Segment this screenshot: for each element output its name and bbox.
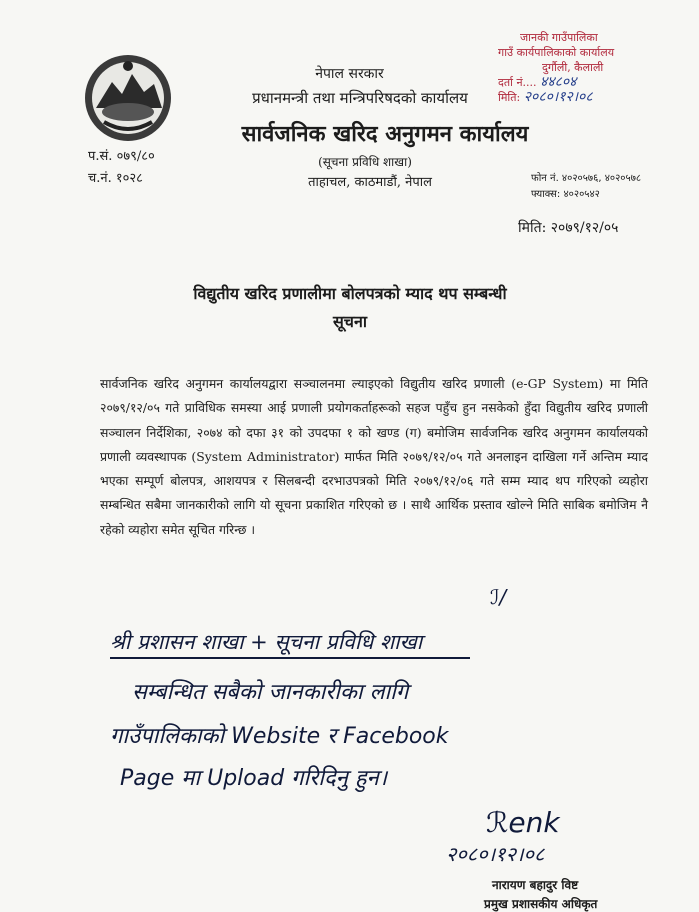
subject-line-2: सूचना bbox=[332, 312, 367, 331]
dispatch-number: च.नं. १०२८ bbox=[88, 171, 143, 186]
signer-title: प्रमुख प्रशासकीय अधिकृत bbox=[484, 897, 598, 911]
stamp-line-3: दुर्गौली, कैलाली bbox=[542, 61, 604, 74]
initial-signature: ℐ/ bbox=[490, 585, 507, 609]
handwritten-line-3: गाउँपालिकाको Website र Facebook bbox=[110, 724, 449, 749]
stamp-darta-value: ४४८०४ bbox=[540, 74, 577, 90]
stamp-line-1: जानकी गाउँपालिका bbox=[520, 31, 598, 44]
handwritten-line-1: श्री प्रशासन शाखा + सूचना प्रविधि शाखा bbox=[110, 630, 423, 654]
subject-line-1: विद्युतीय खरिद प्रणालीमा बोलपत्रको म्याद थप सम्बन्धी bbox=[193, 284, 507, 303]
government-name: नेपाल सरकार bbox=[315, 66, 384, 82]
office-address: ताहाचल, काठमाडौं, नेपाल bbox=[308, 175, 432, 190]
receipt-stamp bbox=[498, 30, 658, 110]
office-name: सार्वजनिक खरिद अनुगमन कार्यालय bbox=[241, 121, 529, 147]
handwritten-line-2: सम्बन्धित सबैको जानकारीका लागि bbox=[132, 680, 409, 705]
stamp-line-2: गाउँ कार्यपालिकाको कार्यालय bbox=[498, 46, 615, 59]
stamp-darta-label: दर्ता नं.... bbox=[498, 76, 537, 89]
ministry-name: प्रधानमन्त्री तथा मन्त्रिपरिषदको कार्यालय bbox=[252, 89, 468, 107]
officer-signature: ℛenk bbox=[486, 806, 560, 839]
handwritten-line-4: Page मा Upload गरिदिनु हुन। bbox=[120, 766, 388, 791]
phone-number: फोन नं. ४०२०५७६, ४०२०५७८ bbox=[531, 173, 642, 184]
notice-subject bbox=[160, 280, 540, 336]
handwritten-underline bbox=[110, 657, 470, 659]
letter-date: मिति: २०७९/१२/०५ bbox=[518, 220, 619, 236]
stamp-miti-label: मिति: bbox=[498, 91, 521, 104]
fax-number: फ्याक्स: ४०२०५४२ bbox=[531, 189, 600, 200]
section-name: (सूचना प्रविधि शाखा) bbox=[318, 155, 412, 169]
stamp-miti-value: २०८०।१२।०८ bbox=[523, 89, 593, 105]
reference-number: प.सं. ०७९/८० bbox=[88, 149, 155, 164]
signature-date: २०८०।१२।०८ bbox=[446, 842, 545, 866]
notice-body: सार्वजनिक खरिद अनुगमन कार्यालयद्वारा सञ्चालनमा ल्याइएको विद्युतीय खरिद प्रणाली (e-GP System) मा मिति २०७९/१२/०५ गते प्राविधिक समस्या आई प्रणाली प्रयोगकर्ताहरूको सहज पहुँच हुन नसकेको हुँदा विद्युतीय खरिद प्रणाली सञ्चालन निर्देशिका, २०७४ को दफा ३१ को उपदफा १ को खण्ड (ग) बमोजिम सार्वजनिक खरिद अनुगमन कार्यालयको प्रणाली व्यवस्थापक (System Administrator) मार्फत मिति २०७९/१२/०५ गते अनलाइन दाखिला गर्ने अन्तिम म्याद भएका सम्पूर्ण बोलपत्र, आशयपत्र र सिलबन्दी दरभाउपत्रको मिति २०७९/१२/०६ गते सम्म म्याद थप गरिएको व्यहोरा सम्बन्धित सबैमा जानकारीको लागि यो सूचना प्रकाशित गरिएको छ । साथै आर्थिक प्रस्ताव खोल्ने मिति साबिक बमोजिम नै रहेको व्यहोरा समेत सूचित गरिन्छ । bbox=[100, 376, 648, 537]
signer-name: नारायण बहादुर विष्ट bbox=[492, 878, 579, 892]
